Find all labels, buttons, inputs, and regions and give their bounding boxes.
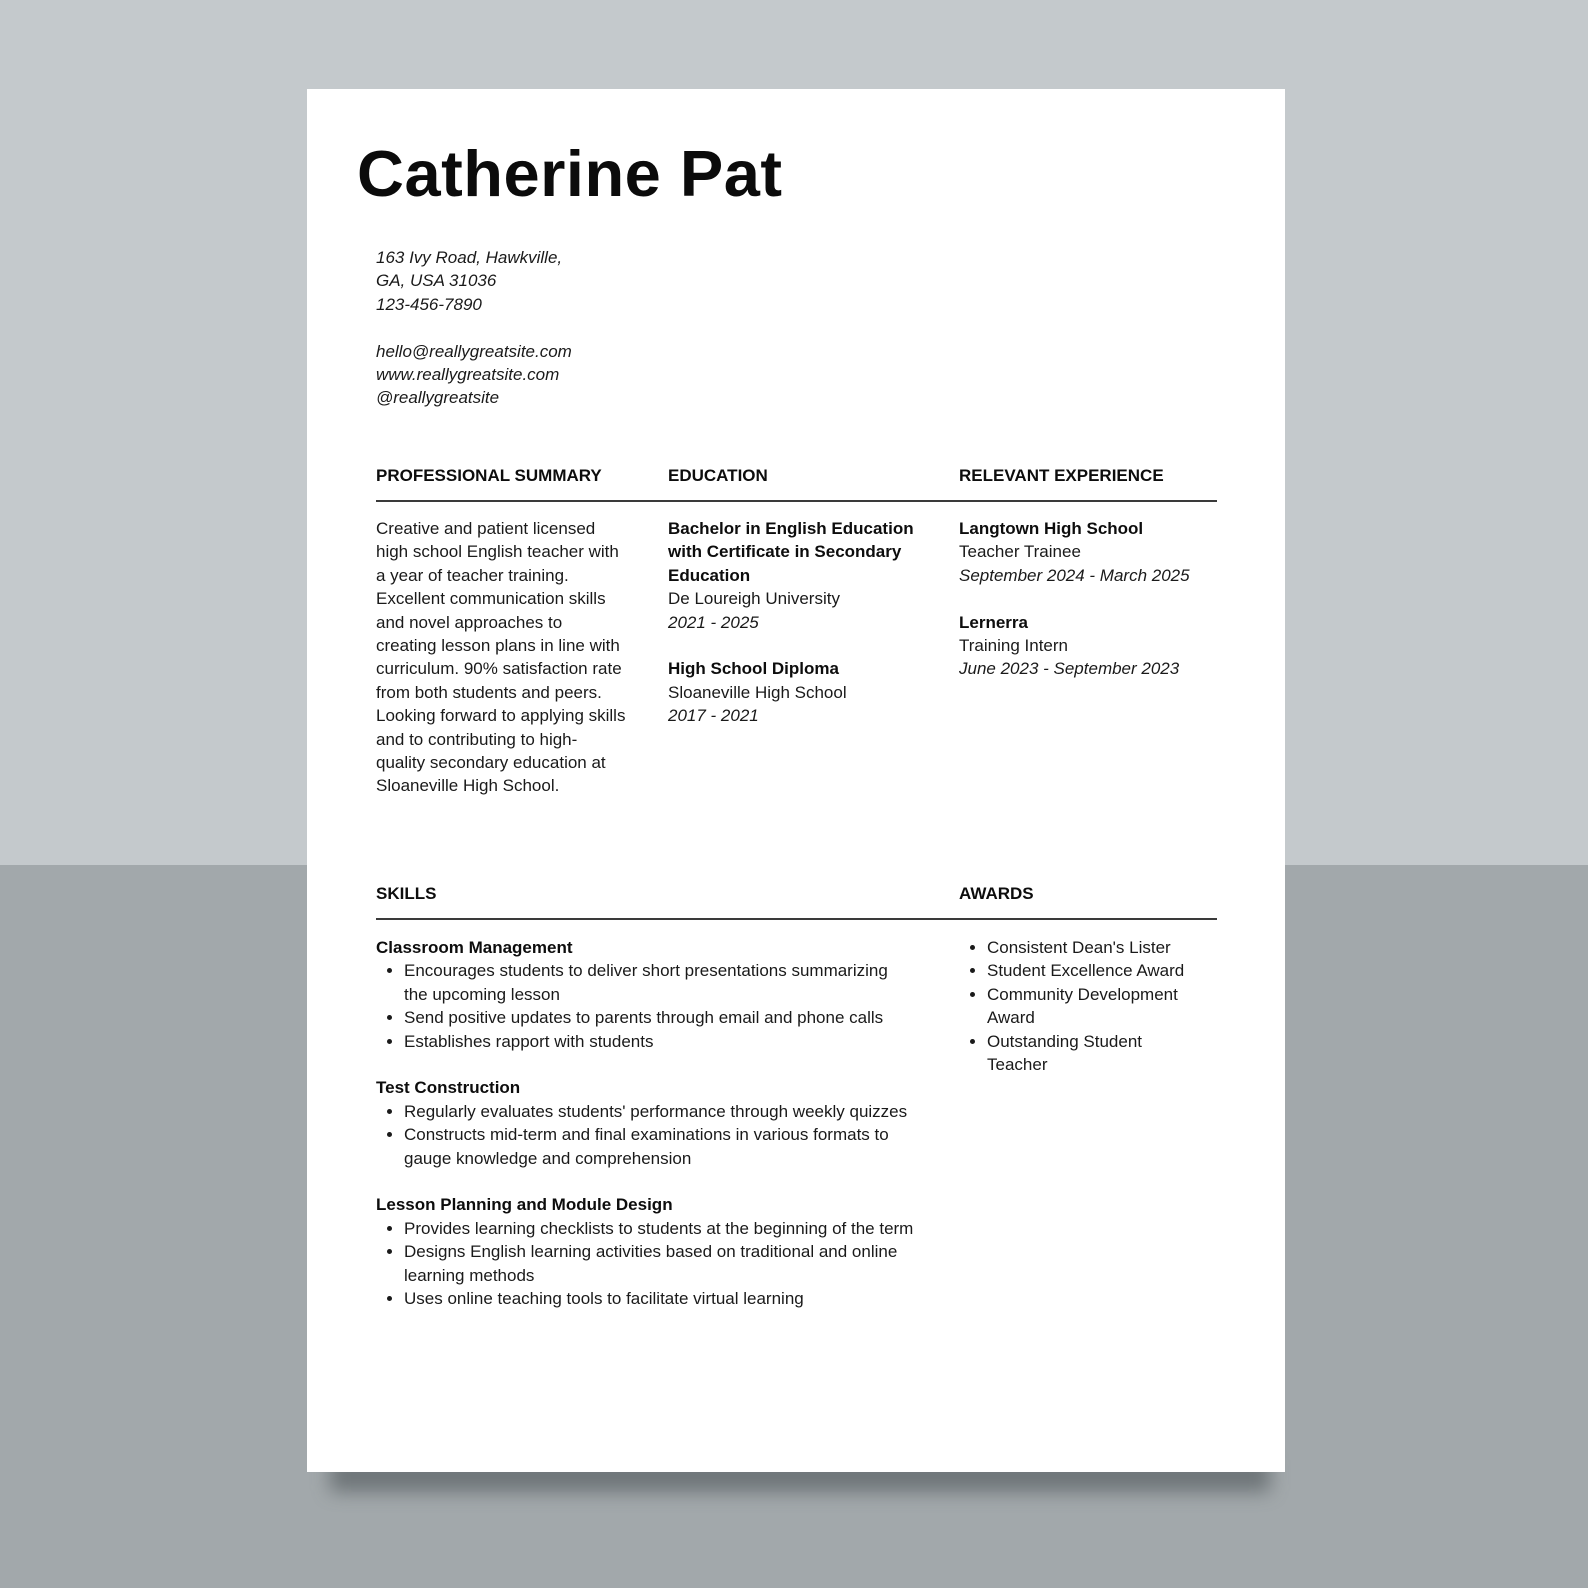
skill-item: • Encourages students to deliver short presentations summarizing the upcoming lesson [404, 959, 916, 1006]
skill-group [376, 1193, 916, 1310]
skill-group [376, 936, 916, 1053]
address-line-2: GA, USA 31036 [376, 271, 497, 291]
website-url: www.reallygreatsite.com [376, 365, 560, 385]
section-divider-top [376, 500, 1217, 502]
skills-column [376, 936, 916, 1334]
education-entry [668, 517, 918, 634]
skill-list [376, 1217, 916, 1311]
summary-text: Creative and patient licensed high school English teacher with a year of teacher training. Excellent communication skills and novel approaches to creating lesson plans in line with curriculum. 90% satisfaction rate from both students and peers. Looking forward to applying skills and to contributing to high-quality secondary education at Sloaneville High School. [376, 519, 626, 796]
awards-list [959, 936, 1199, 1076]
education-column [668, 517, 918, 751]
skill-item: • Uses online teaching tools to facilitate virtual learning [404, 1287, 916, 1310]
skill-item: • Regularly evaluates students' performance through weekly quizzes [404, 1100, 916, 1123]
experience-role: Teacher Trainee [959, 542, 1081, 562]
education-degree: Bachelor in English Education with Certificate in Secondary Education [668, 519, 914, 585]
skill-item: • Provides learning checklists to students at the beginning of the term [404, 1217, 916, 1240]
skill-list [376, 959, 916, 1053]
experience-org: Lernerra [959, 612, 1028, 632]
experience-role: Training Intern [959, 636, 1068, 656]
resume-sheet [307, 89, 1285, 1472]
address-line-1: 163 Ivy Road, Hawkville, [376, 248, 563, 267]
awards-heading: AWARDS [959, 884, 1034, 903]
award-item: • Student Excellence Award [987, 959, 1199, 982]
skill-item: • Send positive updates to parents through email and phone calls [404, 1006, 916, 1029]
education-degree: High School Diploma [668, 659, 839, 679]
experience-column [959, 517, 1221, 704]
summary-heading: PROFESSIONAL SUMMARY [376, 466, 602, 485]
skill-group-title: Lesson Planning and Module Design [376, 1195, 673, 1215]
skill-item: • Establishes rapport with students [404, 1030, 916, 1053]
award-item: • Community Development Award [987, 983, 1199, 1030]
skill-group-title: Test Construction [376, 1078, 521, 1098]
phone-number: 123-456-7890 [376, 294, 482, 314]
section-divider-bottom [376, 918, 1217, 920]
experience-entry [959, 611, 1221, 681]
skill-group-title: Classroom Management [376, 938, 573, 957]
skill-list [376, 1100, 916, 1170]
education-years: 2017 - 2021 [668, 706, 759, 726]
skill-group [376, 1076, 916, 1170]
experience-dates: September 2024 - March 2025 [959, 565, 1190, 585]
experience-org: Langtown High School [959, 519, 1144, 538]
experience-entry [959, 517, 1221, 587]
awards-column [959, 936, 1199, 1076]
education-heading: EDUCATION [668, 466, 768, 485]
email-address: hello@reallygreatsite.com [376, 341, 572, 361]
contact-spacer [376, 316, 572, 339]
skills-heading: SKILLS [376, 884, 437, 903]
education-entry [668, 657, 918, 727]
summary-column [376, 517, 626, 798]
education-school: De Loureigh University [668, 589, 840, 609]
skill-item: • Designs English learning activities based on traditional and online learning methods [404, 1240, 916, 1287]
experience-dates: June 2023 - September 2023 [959, 659, 1180, 679]
award-item: • Consistent Dean's Lister [987, 936, 1199, 959]
contact-block [376, 246, 572, 410]
award-item: • Outstanding Student Teacher [987, 1030, 1199, 1077]
education-school: Sloaneville High School [668, 682, 847, 702]
social-handle: @reallygreatsite [376, 388, 500, 408]
education-years: 2021 - 2025 [668, 612, 759, 632]
resume-name: Catherine Pat [357, 137, 783, 210]
skill-item: • Constructs mid-term and final examinations in various formats to gauge knowledge and comprehension [404, 1123, 916, 1170]
experience-heading: RELEVANT EXPERIENCE [959, 466, 1164, 485]
